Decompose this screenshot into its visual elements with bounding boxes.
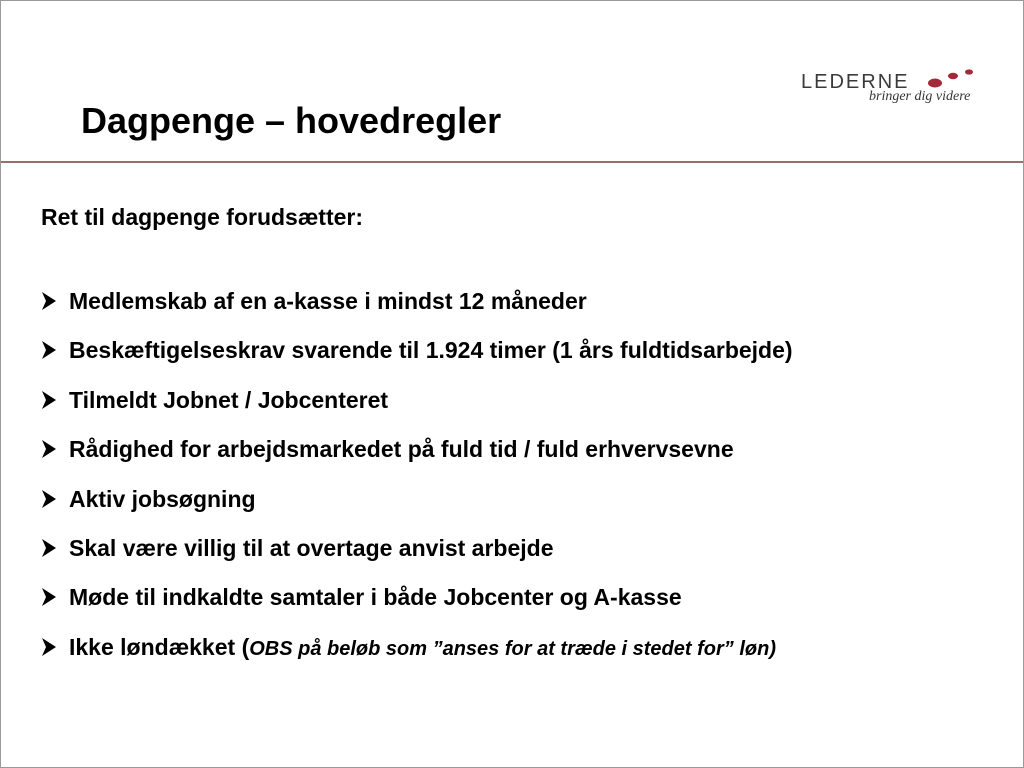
bullet-italic-note: OBS på beløb som ”anses for at træde i stedet for” løn)	[249, 637, 776, 660]
arrowhead-bullet-icon	[41, 586, 57, 608]
arrowhead-bullet-icon	[41, 488, 57, 510]
list-item	[41, 334, 793, 383]
logo-dot-large	[928, 79, 942, 88]
bullet-text: Medlemskab af en a-kasse i mindst 12 måneder	[69, 288, 587, 314]
bullet-text: Rådighed for arbejdsmarkedet på fuld tid / fuld erhvervsevne	[69, 436, 734, 463]
bullet-text: Tilmeldt Jobnet / Jobcenteret	[69, 386, 389, 413]
arrowhead-bullet-icon	[41, 389, 57, 411]
arrowhead-bullet-icon	[41, 290, 57, 312]
list-item	[41, 384, 793, 433]
bullet-text: Ikke løndækket (	[69, 633, 250, 660]
ledere-logo	[801, 65, 981, 111]
list-item	[41, 433, 793, 482]
slide-title: Dagpenge – hovedregler	[81, 100, 502, 141]
bullet-text: Aktiv jobsøgning	[69, 485, 256, 512]
intro-text: Ret til dagpenge forudsætter:	[41, 204, 364, 230]
arrowhead-bullet-icon	[41, 537, 57, 559]
logo-tagline: bringer dig videre	[869, 89, 971, 104]
bullet-list	[41, 285, 793, 680]
title-divider	[1, 161, 1023, 163]
logo-dots-icon	[927, 67, 977, 89]
bullet-text: Skal være villig til at overtage anvist arbejde	[69, 534, 554, 561]
list-item	[41, 532, 793, 581]
bullet-text-with-note	[69, 631, 776, 665]
list-item	[41, 483, 793, 532]
list-item	[41, 285, 793, 334]
bullet-text: Beskæftigelseskrav svarende til 1.924 timer (1 års fuldtidsarbejde)	[69, 337, 793, 364]
bullet-text: Møde til indkaldte samtaler i både Jobcenter og A-kasse	[69, 584, 682, 611]
logo-wordmark: LEDERNE	[801, 71, 910, 93]
arrowhead-bullet-icon	[41, 636, 57, 658]
list-item	[41, 581, 793, 630]
arrowhead-bullet-icon	[41, 339, 57, 361]
list-item	[41, 631, 793, 680]
arrowhead-bullet-icon	[41, 438, 57, 460]
logo-dot-small	[965, 69, 973, 74]
logo-dot-medium	[948, 73, 958, 79]
